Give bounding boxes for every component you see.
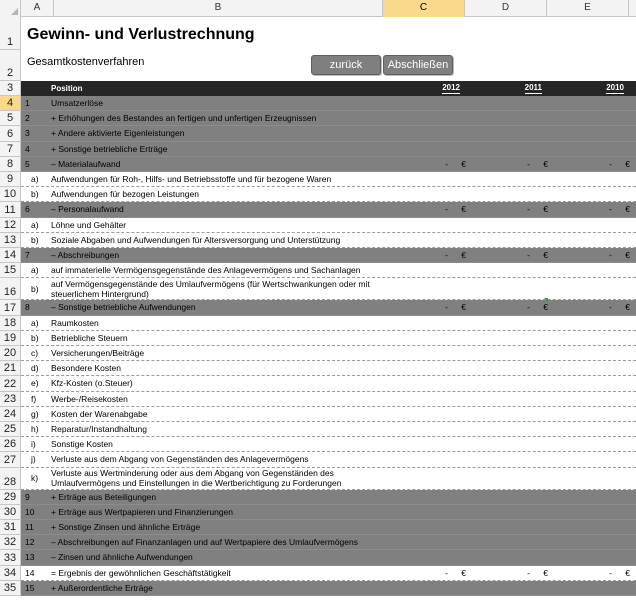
- position-number: 14: [25, 567, 35, 578]
- position-label: + Andere aktivierte Eigenleistungen: [51, 128, 185, 139]
- table-row[interactable]: [21, 142, 636, 157]
- table-row[interactable]: [21, 407, 636, 422]
- row-header[interactable]: 5: [0, 111, 21, 126]
- position-label: auf Vermögensgegenstände des Umlaufvermögens (für Wertschwankungen oder mit steuerlichem Hintergrund): [51, 278, 370, 299]
- currency-symbol: €: [461, 250, 466, 261]
- sub-position-letter: j): [31, 454, 36, 465]
- row-header[interactable]: 25: [0, 422, 21, 437]
- sub-position-letter: c): [31, 348, 39, 359]
- row-header[interactable]: 28: [0, 468, 21, 490]
- table-row[interactable]: [21, 111, 636, 126]
- table-row[interactable]: [21, 452, 636, 467]
- position-label: Kfz-Kosten (o.Steuer): [51, 378, 133, 389]
- position-label: Aufwendungen für bezogen Leistungen: [51, 189, 199, 200]
- amount-2010[interactable]: [548, 157, 630, 171]
- position-label: + Erträge aus Beteiligungen: [51, 491, 157, 502]
- currency-symbol: €: [461, 158, 466, 169]
- amount-2012[interactable]: [384, 300, 466, 314]
- row-header[interactable]: 8: [0, 157, 21, 172]
- table-row[interactable]: [21, 233, 636, 248]
- row-header[interactable]: 26: [0, 437, 21, 452]
- row-header[interactable]: 15: [0, 263, 21, 278]
- position-number: 10: [25, 506, 35, 517]
- position-label: Besondere Kosten: [51, 363, 121, 374]
- table-row[interactable]: [21, 172, 636, 187]
- amount-dash: -: [445, 250, 448, 261]
- year-header-2011-label: 2011: [524, 83, 542, 92]
- amount-2011[interactable]: [466, 248, 548, 262]
- sub-position-letter: b): [31, 283, 39, 294]
- position-label: = Ergebnis der gewöhnlichen Geschäftstätigkeit: [51, 567, 231, 578]
- amount-2012[interactable]: [384, 157, 466, 171]
- amount-dash: -: [527, 204, 530, 215]
- amount-dash: -: [609, 158, 612, 169]
- position-label: auf immaterielle Vermögensgegenstände des Anlagevermögens und Sachanlagen: [51, 265, 361, 276]
- position-number: 1: [25, 98, 30, 109]
- table-row[interactable]: [21, 535, 636, 550]
- row-header[interactable]: 12: [0, 218, 21, 233]
- table-row[interactable]: [21, 520, 636, 535]
- position-label: – Abschreibungen: [51, 250, 120, 261]
- sub-position-letter: e): [31, 378, 39, 389]
- currency-symbol: €: [625, 567, 630, 578]
- position-label: Verluste aus Wertminderung oder aus dem Abgang von Gegenständen des Umlaufvermögens und Einstellungen in die Wertberichtigung zu Forderungen: [51, 468, 342, 489]
- row-header[interactable]: 32: [0, 535, 21, 550]
- page-title: Gewinn- und Verlustrechnung: [27, 26, 255, 43]
- sub-position-letter: a): [31, 174, 39, 185]
- position-label: + Sonstige Zinsen und ähnliche Erträge: [51, 522, 201, 533]
- sub-position-letter: b): [31, 234, 39, 245]
- table-row[interactable]: [21, 376, 636, 391]
- table-row[interactable]: [21, 361, 636, 376]
- row-header[interactable]: 30: [0, 505, 21, 520]
- currency-symbol: €: [543, 302, 548, 313]
- row-header[interactable]: 33: [0, 550, 21, 565]
- sub-position-letter: h): [31, 424, 39, 435]
- position-label: Raumkosten: [51, 317, 99, 328]
- row-header[interactable]: 14: [0, 248, 21, 263]
- row-header[interactable]: 17: [0, 300, 21, 315]
- column-header-c[interactable]: C: [383, 0, 465, 17]
- position-number: 13: [25, 552, 35, 563]
- row-header[interactable]: 16: [0, 278, 21, 300]
- column-header-b[interactable]: B: [54, 0, 383, 17]
- row-header[interactable]: 13: [0, 233, 21, 248]
- year-header-2011: [466, 81, 548, 96]
- amount-2010[interactable]: [548, 202, 630, 216]
- table-row[interactable]: [21, 346, 636, 361]
- amount-2012[interactable]: [384, 248, 466, 262]
- currency-symbol: €: [625, 204, 630, 215]
- position-number: 4: [25, 143, 30, 154]
- row-header[interactable]: 34: [0, 566, 21, 581]
- amount-2011[interactable]: [466, 157, 548, 171]
- amount-dash: -: [609, 204, 612, 215]
- amount-dash: -: [609, 250, 612, 261]
- position-label: Sonstige Kosten: [51, 439, 113, 450]
- row-header[interactable]: 3: [0, 81, 21, 96]
- table-row[interactable]: [21, 505, 636, 520]
- row-header[interactable]: 11: [0, 202, 21, 217]
- position-header: Position: [51, 84, 83, 93]
- amount-dash: -: [609, 567, 612, 578]
- year-header-2012-label: 2012: [442, 83, 460, 92]
- position-number: 8: [25, 302, 30, 313]
- row-header[interactable]: 20: [0, 346, 21, 361]
- row-header[interactable]: 4: [0, 96, 21, 111]
- position-label: Umsatzerlöse: [51, 98, 103, 109]
- amount-dash: -: [445, 302, 448, 313]
- amount-dash: -: [609, 302, 612, 313]
- row-header[interactable]: 23: [0, 392, 21, 407]
- position-label: Verluste aus dem Abgang von Gegenständen des Anlagevermögens: [51, 454, 309, 465]
- table-row[interactable]: [21, 96, 636, 111]
- amount-2011[interactable]: [466, 566, 548, 580]
- amount-dash: -: [527, 158, 530, 169]
- sub-position-letter: b): [31, 332, 39, 343]
- table-row[interactable]: [21, 422, 636, 437]
- row-header[interactable]: 24: [0, 407, 21, 422]
- table-row[interactable]: [21, 126, 636, 141]
- currency-symbol: €: [461, 204, 466, 215]
- row-header[interactable]: 29: [0, 490, 21, 505]
- position-label: – Personalaufwand: [51, 204, 124, 215]
- position-label: + Außerordentliche Erträge: [51, 582, 153, 593]
- select-all-corner[interactable]: [0, 0, 21, 17]
- table-row[interactable]: [21, 263, 636, 278]
- sub-position-letter: f): [31, 393, 37, 404]
- position-number: 3: [25, 128, 30, 139]
- position-label: Löhne und Gehälter: [51, 219, 127, 230]
- amount-2010[interactable]: [548, 248, 630, 262]
- row-header[interactable]: 10: [0, 187, 21, 202]
- table-row[interactable]: [21, 566, 636, 581]
- sub-position-letter: k): [31, 473, 39, 484]
- currency-symbol: €: [543, 158, 548, 169]
- currency-symbol: €: [461, 302, 466, 313]
- position-label: Aufwendungen für Roh-, Hilfs- und Betriebsstoffe und für bezogene Waren: [51, 174, 332, 185]
- amount-dash: -: [527, 302, 530, 313]
- table-row[interactable]: [21, 300, 636, 315]
- position-label: + Erträge aus Wertpapieren und Finanzierungen: [51, 506, 233, 517]
- column-header-a[interactable]: A: [21, 0, 54, 17]
- row-header[interactable]: 21: [0, 361, 21, 376]
- position-label: – Materialaufwand: [51, 158, 121, 169]
- amount-dash: -: [445, 158, 448, 169]
- sub-position-letter: b): [31, 189, 39, 200]
- row-header[interactable]: 1: [0, 17, 21, 50]
- close-button[interactable]: Abschließen: [383, 55, 453, 75]
- row-header[interactable]: 6: [0, 126, 21, 141]
- cell-comment-marker-icon: [544, 298, 548, 302]
- position-label: – Zinsen und ähnliche Aufwendungen: [51, 552, 193, 563]
- amount-dash: -: [445, 204, 448, 215]
- year-header-2010: [548, 81, 630, 96]
- currency-symbol: €: [543, 250, 548, 261]
- sub-position-letter: a): [31, 265, 39, 276]
- row-header[interactable]: 27: [0, 452, 21, 467]
- position-number: 2: [25, 113, 30, 124]
- position-label: Betriebliche Steuern: [51, 332, 128, 343]
- table-row[interactable]: [21, 218, 636, 233]
- sub-position-letter: g): [31, 408, 39, 419]
- table-row[interactable]: [21, 581, 636, 596]
- currency-symbol: €: [543, 204, 548, 215]
- row-header[interactable]: 31: [0, 520, 21, 535]
- table-row[interactable]: [21, 202, 636, 217]
- position-number: 11: [25, 522, 34, 533]
- position-number: 6: [25, 204, 30, 215]
- position-label: Werbe-/Reisekosten: [51, 393, 128, 404]
- sub-position-letter: a): [31, 317, 39, 328]
- table-row[interactable]: [21, 392, 636, 407]
- currency-symbol: €: [543, 567, 548, 578]
- table-row[interactable]: [21, 187, 636, 202]
- position-label: – Abschreibungen auf Finanzanlagen und auf Wertpapiere des Umlaufvermögens: [51, 537, 358, 548]
- position-label: + Sonstige betriebliche Erträge: [51, 143, 168, 154]
- row-header[interactable]: 9: [0, 172, 21, 187]
- table-row[interactable]: [21, 468, 636, 490]
- position-label: Reparatur/Instandhaltung: [51, 424, 147, 435]
- amount-dash: -: [527, 567, 530, 578]
- position-label: Versicherungen/Beiträge: [51, 348, 145, 359]
- table-row[interactable]: [21, 437, 636, 452]
- position-label: – Sonstige betriebliche Aufwendungen: [51, 302, 196, 313]
- year-header-2012: [384, 81, 466, 96]
- column-header-e[interactable]: E: [547, 0, 629, 17]
- currency-symbol: €: [461, 567, 466, 578]
- sub-position-letter: i): [31, 439, 36, 450]
- sub-position-letter: a): [31, 219, 39, 230]
- table-header-row: [21, 81, 636, 96]
- back-button[interactable]: zurück: [311, 55, 381, 75]
- position-number: 12: [25, 537, 35, 548]
- position-number: 15: [25, 582, 35, 593]
- row-header[interactable]: 7: [0, 142, 21, 157]
- position-label: Soziale Abgaben und Aufwendungen für Altersversorgung und Unterstützung: [51, 234, 341, 245]
- column-header-d[interactable]: D: [465, 0, 547, 17]
- amount-2011[interactable]: [466, 300, 548, 314]
- table-row[interactable]: [21, 248, 636, 263]
- row-header[interactable]: 35: [0, 581, 21, 596]
- table-row[interactable]: [21, 157, 636, 172]
- table-row[interactable]: [21, 331, 636, 346]
- amount-2010[interactable]: [548, 300, 630, 314]
- row-header[interactable]: 22: [0, 376, 21, 391]
- sub-position-letter: d): [31, 363, 39, 374]
- currency-symbol: €: [625, 158, 630, 169]
- amount-dash: -: [445, 567, 448, 578]
- table-row[interactable]: [21, 490, 636, 505]
- position-label: Kosten der Warenabgabe: [51, 408, 148, 419]
- currency-symbol: €: [625, 302, 630, 313]
- currency-symbol: €: [625, 250, 630, 261]
- position-number: 9: [25, 491, 30, 502]
- page-subtitle: Gesamtkostenverfahren: [27, 56, 145, 68]
- amount-2012[interactable]: [384, 566, 466, 580]
- position-number: 5: [25, 158, 30, 169]
- amount-2012[interactable]: [384, 202, 466, 216]
- row-header[interactable]: 18: [0, 316, 21, 331]
- year-header-2010-label: 2010: [606, 83, 624, 92]
- table-row[interactable]: [21, 316, 636, 331]
- position-label: + Erhöhungen des Bestandes an fertigen und unfertigen Erzeugnissen: [51, 113, 317, 124]
- amount-dash: -: [527, 250, 530, 261]
- amount-2011[interactable]: [466, 202, 548, 216]
- row-header[interactable]: 19: [0, 331, 21, 346]
- row-header[interactable]: 2: [0, 50, 21, 81]
- column-header-bar: [0, 0, 636, 17]
- table-row[interactable]: [21, 550, 636, 565]
- position-number: 7: [25, 250, 30, 261]
- amount-2010[interactable]: [548, 566, 630, 580]
